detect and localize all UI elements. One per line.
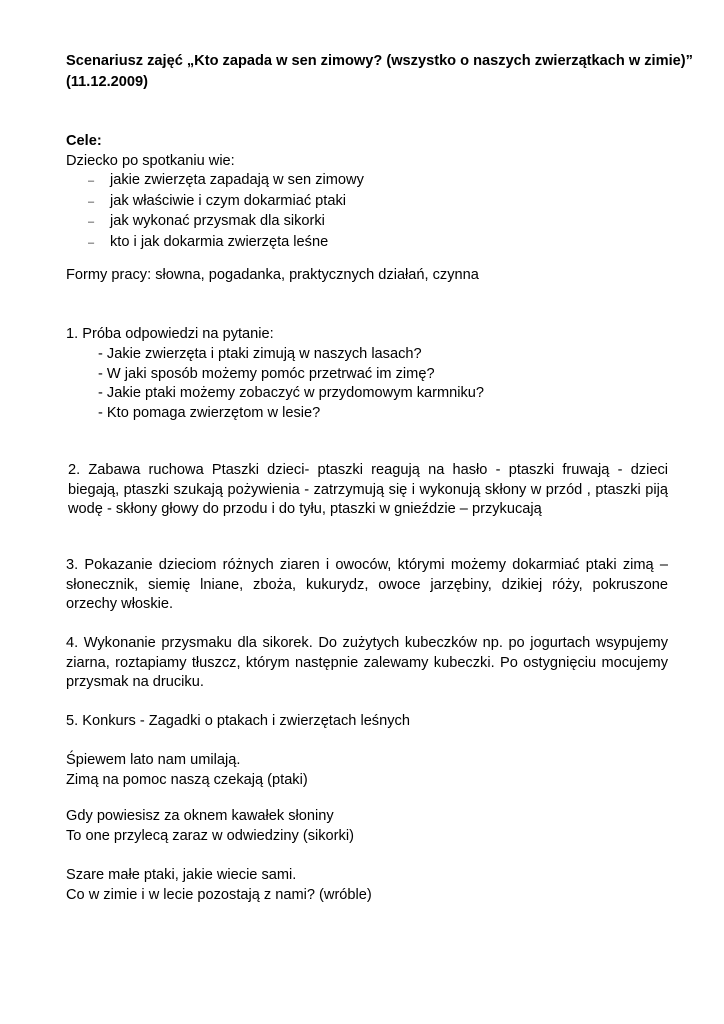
list-item: - Jakie zwierzęta i ptaki zimują w naszych lasach?	[98, 346, 422, 362]
section-2-paragraph: 2. Zabawa ruchowa Ptaszki dzieci- ptaszki reagują na hasło - ptaszki fruwają - dzieci biegają, ptaszki szukają pożywienia - zatrzymują się i wykonują skłony w przód , ptaszki piją wodę - skłony głowy do przodu i do tyłu, ptaszki w gnieździe – przykucają	[68, 462, 668, 517]
work-forms-paragraph: Formy pracy: słowna, pogadanka, praktycznych działań, czynna	[66, 267, 479, 283]
list-item: – jak wykonać przysmak dla sikorki	[88, 212, 364, 233]
goals-intro: Dziecko po spotkaniu wie:	[66, 153, 235, 169]
section-3-paragraph: 3. Pokazanie dzieciom różnych ziaren i owoców, którymi możemy dokarmiać ptaki zimą – słonecznik, siemię lniane, zboża, kukurydz, owoce jarzębiny, dzikiej róży, pokruszone orzechy włoskie.	[66, 557, 668, 612]
list-item: - W jaki sposób możemy pomóc przetrwać im zimę?	[98, 365, 435, 382]
riddle-line: Zimą na pomoc naszą czekają (ptaki)	[66, 771, 308, 788]
dash-bullet-icon: –	[88, 236, 95, 249]
section-5-heading: 5. Konkurs - Zagadki o ptakach i zwierzętach leśnych	[66, 713, 410, 729]
riddle-line: To one przylecą zaraz w odwiedziny (sikorki)	[66, 827, 354, 844]
list-item: – jakie zwierzęta zapadają w sen zimowy	[88, 171, 364, 192]
list-item: - Jakie ptaki możemy zobaczyć w przydomowym karmniku?	[98, 385, 485, 401]
riddle-1	[66, 751, 668, 790]
dash-bullet-icon: –	[88, 175, 95, 187]
riddle-line: Śpiewem lato nam umilają.	[66, 752, 241, 768]
section-1-heading: 1. Próba odpowiedzi na pytanie:	[66, 326, 274, 342]
riddle-line: Szare małe ptaki, jakie wiecie sami.	[66, 867, 297, 883]
section-4-paragraph: 4. Wykonanie przysmaku dla sikorek. Do zużytych kubeczków np. po jogurtach wsypujemy ziarna, roztapiamy tłuszcz, którym następnie zalewamy kubeczki. Po ostygnięciu mocujemy przysmak na druciku.	[66, 635, 668, 690]
riddle-3	[66, 866, 668, 905]
title-line-1: Scenariusz zajęć „Kto zapada w sen zimowy? (wszystko o naszych zwierzątkach w zimie)”	[66, 53, 693, 69]
list-item: – kto i jak dokarmia zwierzęta leśne	[88, 233, 364, 254]
riddle-line: Co w zimie i w lecie pozostają z nami? (wróble)	[66, 886, 372, 903]
goals-list	[88, 171, 364, 253]
title-date: (11.12.2009)	[66, 74, 148, 90]
document-title	[66, 51, 693, 93]
dash-bullet-icon: –	[88, 195, 95, 208]
list-item: – jak właściwie i czym dokarmiać ptaki	[88, 192, 364, 213]
goals-heading: Cele:	[66, 133, 102, 149]
riddle-line: Gdy powiesisz za oknem kawałek słoniny	[66, 808, 334, 824]
riddle-2	[66, 807, 668, 846]
dash-bullet-icon: –	[88, 216, 95, 228]
section-1-questions	[98, 345, 484, 423]
list-item: - Kto pomaga zwierzętom w lesie?	[98, 404, 321, 421]
